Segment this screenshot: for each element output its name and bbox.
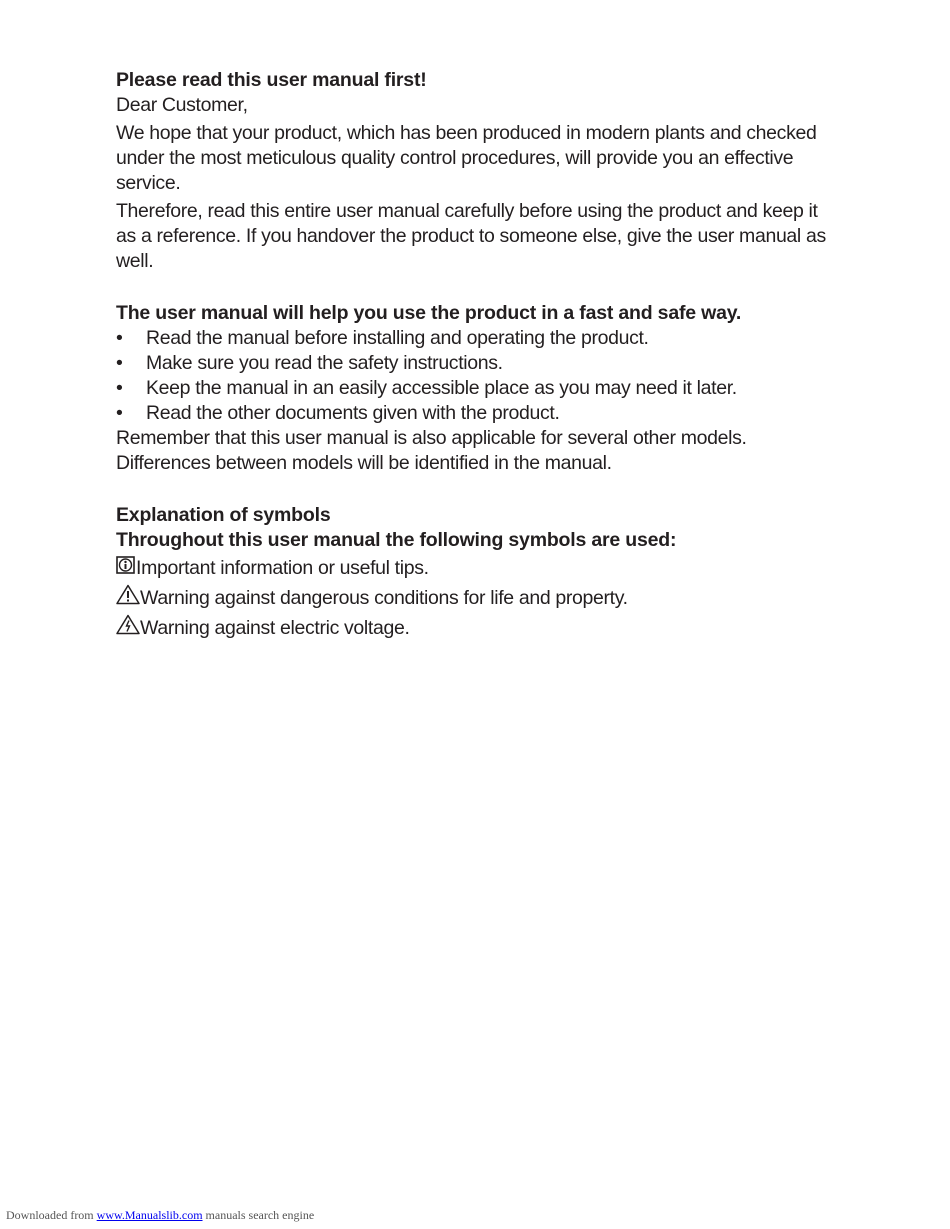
download-footer xyxy=(6,1208,314,1222)
bullet-glyph: • xyxy=(116,377,123,399)
symbol-row-warning xyxy=(116,583,836,613)
list-item-text: Read the manual before installing and operating the product. xyxy=(146,327,649,349)
bullet-glyph: • xyxy=(116,352,123,374)
symbol-row-info xyxy=(116,553,836,583)
symbol-description: Important information or useful tips. xyxy=(136,556,429,579)
bullet-glyph: • xyxy=(116,327,123,349)
symbols-heading: Explanation of symbols xyxy=(116,504,331,526)
info-icon xyxy=(116,556,136,581)
footer-prefix: Downloaded from xyxy=(6,1208,97,1222)
manual-page xyxy=(116,68,836,643)
intro-heading: Please read this user manual first! xyxy=(116,69,427,91)
list-item xyxy=(116,351,836,376)
list-item xyxy=(116,401,836,426)
greeting: Dear Customer, xyxy=(116,94,248,116)
symbol-description: Warning against electric voltage. xyxy=(140,616,410,639)
models-note: Remember that this user manual is also applicable for several other models. Differences between models will be identified in the manual. xyxy=(116,427,747,474)
list-item xyxy=(116,326,836,351)
symbol-row-electric xyxy=(116,613,836,643)
symbols-subheading: Throughout this user manual the following symbols are used: xyxy=(116,529,677,551)
bullet-glyph: • xyxy=(116,402,123,424)
footer-suffix: manuals search engine xyxy=(202,1208,315,1222)
symbol-description: Warning against dangerous conditions for life and property. xyxy=(140,586,628,609)
list-item-text: Read the other documents given with the product. xyxy=(146,402,560,424)
electric-warning-icon xyxy=(116,614,140,642)
intro-paragraph-2: Therefore, read this entire user manual carefully before using the product and keep it as a reference. If you handover the product to someone else, give the user manual as well. xyxy=(116,200,826,272)
warning-triangle-icon xyxy=(116,584,140,612)
help-bullet-list xyxy=(116,326,836,426)
help-heading: The user manual will help you use the product in a fast and safe way. xyxy=(116,302,742,324)
list-item-text: Make sure you read the safety instructions. xyxy=(146,352,503,374)
manualslib-link[interactable]: www.Manualslib.com xyxy=(96,1208,203,1222)
list-item-text: Keep the manual in an easily accessible place as you may need it later. xyxy=(146,377,737,399)
list-item xyxy=(116,376,836,401)
intro-paragraph-1: We hope that your product, which has been produced in modern plants and checked under the most meticulous quality control procedures, will provide you an effective service. xyxy=(116,122,817,194)
